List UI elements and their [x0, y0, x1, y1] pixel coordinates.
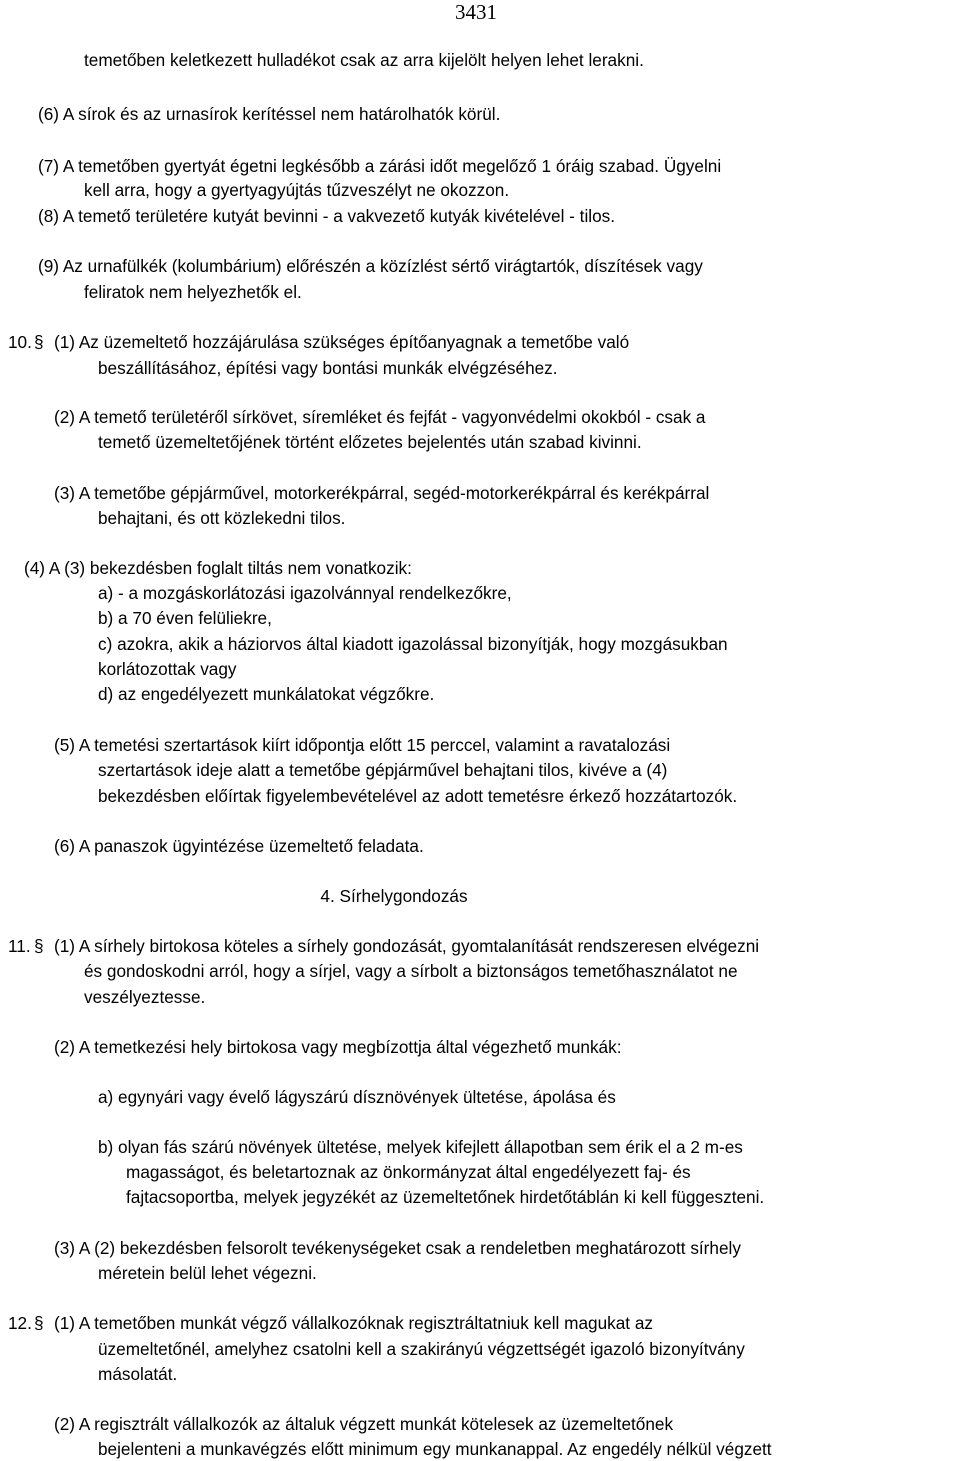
paragraph-10-4: (4) A (3) bekezdésben foglalt tiltás nem vonatkozik: — [24, 558, 412, 578]
paragraph-10-1: (1) Az üzemeltető hozzájárulása szükséges építőanyagnak a temetőbe való — [54, 332, 630, 352]
text-line: szertartások ideje alatt a temetőbe gépjárművel behajtani tilos, kivéve a (4) — [98, 760, 668, 780]
list-item: a) egynyári vagy évelő lágyszárú dísznövények ültetése, ápolása és — [98, 1087, 616, 1107]
paragraph-12-2: (2) A regisztrált vállalkozók az általuk végzett munkát kötelesek az üzemeltetőnek — [54, 1414, 674, 1434]
section-number: 10. — [8, 332, 32, 352]
text-line: korlátozottak vagy — [98, 659, 237, 679]
paragraph-10-3: (3) A temetőbe gépjárművel, motorkerékpárral, segéd-motorkerékpárral és kerékpárral — [54, 483, 710, 503]
list-item: b) a 70 éven felüliekre, — [98, 608, 272, 628]
text-line: méretein belül lehet végezni. — [98, 1263, 317, 1283]
section-number: 12. — [8, 1313, 32, 1333]
paragraph-11-2: (2) A temetkezési hely birtokosa vagy megbízottja által végezhető munkák: — [54, 1037, 622, 1057]
section-symbol: § — [34, 936, 44, 956]
paragraph-10-5: (5) A temetési szertartások kiírt időpontja előtt 15 perccel, valamint a ravatalozási — [54, 735, 671, 755]
list-item: a) - a mozgáskorlátozási igazolvánnyal rendelkezőkre, — [98, 583, 512, 603]
text-line: fajtacsoportba, melyek jegyzékét az üzemeltetőnek hirdetőtáblán ki kell függeszteni. — [126, 1187, 765, 1207]
text-line: bekezdésben előírtak figyelembevételével az adott temetésre érkező hozzátartozók. — [98, 786, 738, 806]
paragraph-7: (7) A temetőben gyertyát égetni legkésőbb a zárási időt megelőző 1 óráig szabad. Ügyelni — [38, 156, 722, 176]
list-item: d) az engedélyezett munkálatokat végzőkre. — [98, 684, 435, 704]
paragraph-9: (9) Az urnafülkék (kolumbárium) előrészén a közízlést sértő virágtartók, díszítések vagy — [38, 256, 703, 276]
text-line: behajtani, és ott közlekedni tilos. — [98, 508, 346, 528]
paragraph-6: (6) A sírok és az urnasírok kerítéssel nem határolhatók körül. — [38, 104, 501, 124]
paragraph-11-1: (1) A sírhely birtokosa köteles a sírhely gondozását, gyomtalanítását rendszeresen elvégezni — [54, 936, 760, 956]
paragraph-10-2: (2) A temető területéről sírkövet, síremléket és fejfát - vagyonvédelmi okokból - csak a — [54, 407, 706, 427]
section-symbol: § — [34, 1313, 44, 1333]
list-item: b) olyan fás szárú növények ültetése, melyek kifejlett állapotban sem érik el a 2 m-es — [98, 1137, 743, 1157]
page-number: 3431 — [455, 0, 497, 24]
text-line: bejelenteni a munkavégzés előtt minimum egy munkanappal. Az engedély nélkül végzett — [98, 1439, 772, 1459]
paragraph-11-3: (3) A (2) bekezdésben felsorolt tevékenységeket csak a rendeletben meghatározott sírhely — [54, 1238, 741, 1258]
list-item: c) azokra, akik a háziorvos által kiadott igazolással bizonyítják, hogy mozgásukban — [98, 634, 728, 654]
text-line: beszállításához, építési vagy bontási munkák elvégzéséhez. — [98, 358, 558, 378]
text-line: veszélyeztesse. — [84, 987, 206, 1007]
section-symbol: § — [34, 332, 44, 352]
paragraph-8: (8) A temető területére kutyát bevinni - a vakvezető kutyák kivételével - tilos. — [38, 206, 616, 226]
section-number: 11. — [8, 936, 31, 956]
text-line: másolatát. — [98, 1364, 178, 1384]
paragraph-10-6: (6) A panaszok ügyintézése üzemeltető feladata. — [54, 836, 424, 856]
text-line: üzemeltetőnél, amelyhez csatolni kell a szakirányú végzettségét igazoló bizonyítvány — [98, 1339, 745, 1359]
section-heading: 4. Sírhelygondozás — [320, 886, 468, 906]
text-line: kell arra, hogy a gyertyagyújtás tűzveszélyt ne okozzon. — [84, 180, 510, 200]
text-line: magasságot, és beletartoznak az önkormányzat által engedélyezett faj- és — [126, 1162, 691, 1182]
text-line: feliratok nem helyezhetők el. — [84, 282, 302, 302]
paragraph-12-1: (1) A temetőben munkát végző vállalkozóknak regisztráltatniuk kell magukat az — [54, 1313, 654, 1333]
text-line: temető üzemeltetőjének történt előzetes bejelentés után szabad kivinni. — [98, 432, 642, 452]
text-line: és gondoskodni arról, hogy a sírjel, vagy a sírbolt a biztonságos temetőhasználatot ne — [84, 961, 738, 981]
text-line: temetőben keletkezett hulladékot csak az arra kijelölt helyen lehet lerakni. — [84, 50, 644, 70]
